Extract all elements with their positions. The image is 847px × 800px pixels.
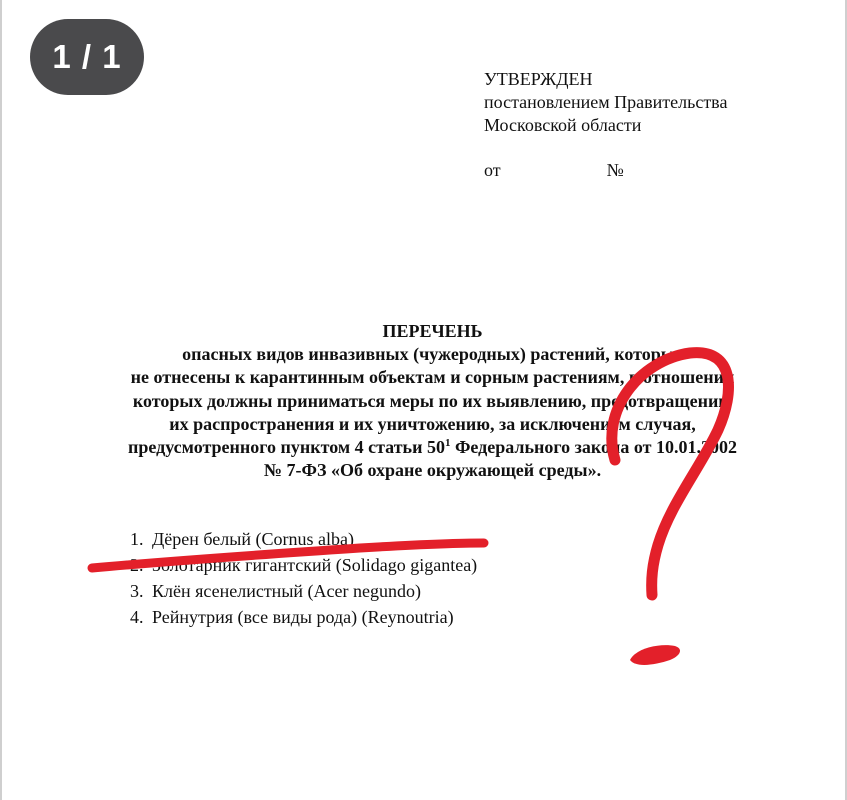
heading-title: ПЕРЕЧЕНЬ xyxy=(382,321,483,341)
list-item-number: 3. xyxy=(130,581,144,601)
list-item-number: 1. xyxy=(130,529,144,549)
heading-line-1: опасных видов инвазивных (чужеродных) растений, которые xyxy=(182,344,683,365)
heading-line-3: которых должны приниматься меры по их выявлению, предотвращению xyxy=(132,390,733,411)
list-item xyxy=(130,552,477,578)
heading-line-5-part-b: Федерального закона от 10.01.2002 xyxy=(450,437,737,458)
list-item-number: 2. xyxy=(130,555,144,575)
heading-line-5-part-a: предусмотренного пунктом 4 статьи 50 xyxy=(128,437,445,458)
document-heading xyxy=(60,320,805,482)
page-border-left xyxy=(0,0,2,800)
approval-line-3: Московской области xyxy=(484,115,642,135)
number-label: № xyxy=(606,160,624,180)
date-label: от xyxy=(484,160,501,180)
heading-line-5 xyxy=(60,436,805,459)
list-item-text: Клён ясенелистный (Acer negundo) xyxy=(152,581,421,601)
approval-line-1: УТВЕРЖДЕН xyxy=(484,69,593,89)
list-item xyxy=(130,604,477,630)
page-counter-badge: 1 / 1 xyxy=(30,19,144,95)
heading-superscript: 1 xyxy=(444,437,451,450)
list-item-text: Рейнутрия (все виды рода) (Reynoutria) xyxy=(152,607,454,627)
heading-line-4: их распространения и их уничтожению, за исключением случая, xyxy=(169,413,696,434)
list-item-number: 4. xyxy=(130,607,144,627)
list-item-text: Золотарник гигантский (Solidago gigantea) xyxy=(152,555,478,575)
species-list xyxy=(130,526,477,630)
question-mark-dot-icon xyxy=(630,645,680,665)
list-item xyxy=(130,526,477,552)
list-item-text: Дёрен белый (Cornus alba) xyxy=(152,529,354,549)
heading-line-6: № 7-ФЗ «Об охране окружающей среды». xyxy=(263,460,602,481)
approval-block xyxy=(484,68,727,137)
approval-date-line xyxy=(484,160,624,181)
list-item xyxy=(130,578,477,604)
heading-line-2: не отнесены к карантинным объектам и сорным растениям, в отношении xyxy=(130,367,735,388)
approval-line-2: постановлением Правительства xyxy=(484,92,728,112)
